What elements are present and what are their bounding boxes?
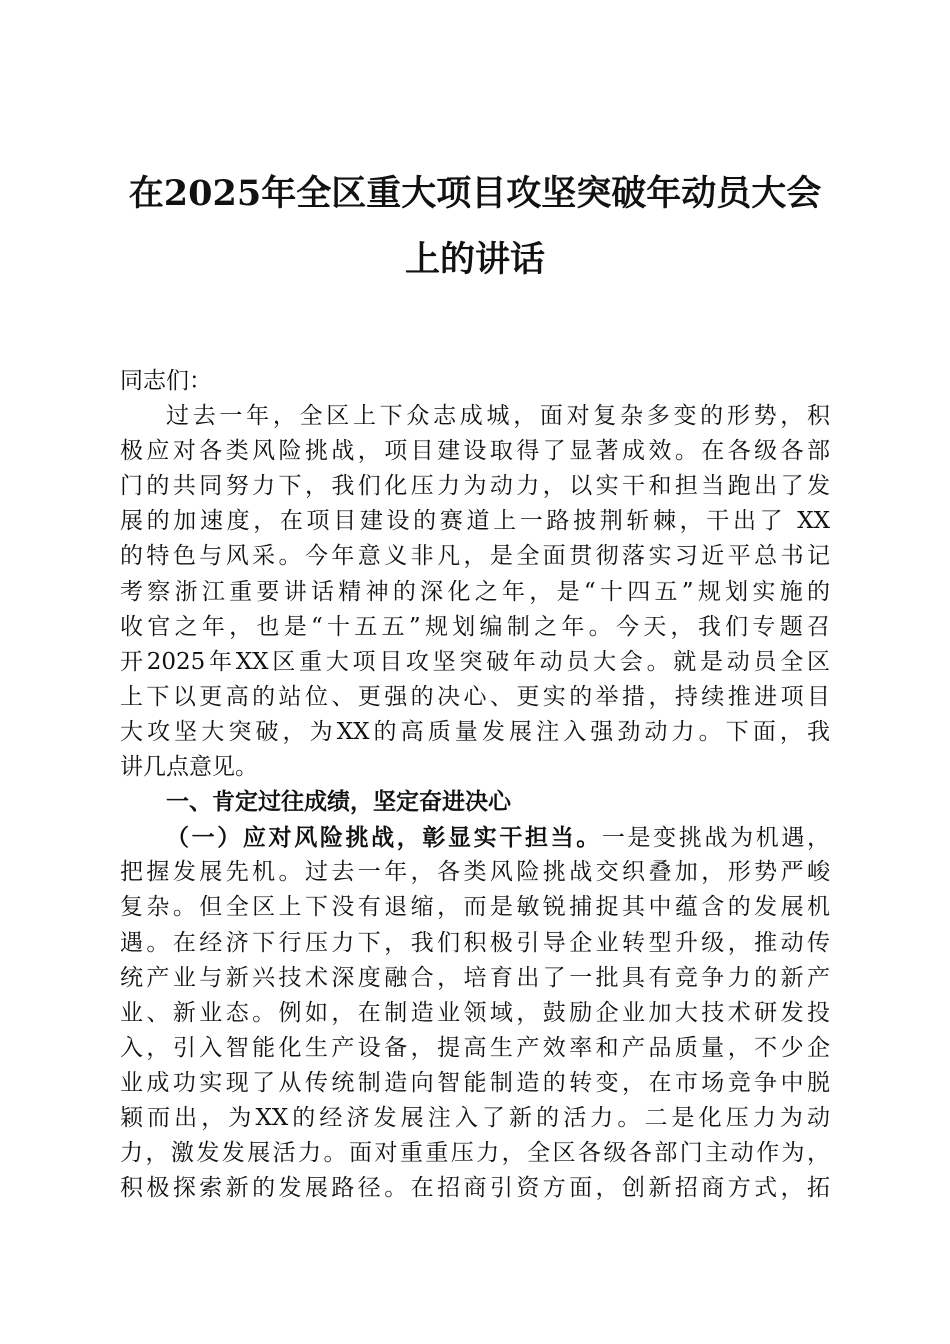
paragraph-line: 门的共同努力下，我们化压力为动力，以实干和担当跑出了发	[120, 473, 830, 500]
paragraph-line: 统产业与新兴技术深度融合，培育出了一批具有竞争力的新产	[120, 964, 830, 991]
paragraph-line: 收官之年，也是“十五五”规划编制之年。今天，我们专题召	[120, 613, 830, 640]
subheading-1: （一）应对风险挑战，彰显实干担当。	[166, 824, 602, 852]
paragraph-line: 把握发展先机。过去一年，各类风险挑战交织叠加，形势严峻	[120, 859, 830, 886]
document-body	[120, 364, 830, 1206]
paragraph-line: 考察浙江重要讲话精神的深化之年，是“十四五”规划实施的	[120, 578, 830, 605]
paragraph-line: 复杂。但全区上下没有退缩，而是敏锐捕捉其中蕴含的发展机	[120, 894, 830, 921]
paragraph-line: 展的加速度，在项目建设的赛道上一路披荆斩棘，干出了 XX	[120, 508, 830, 535]
document-title-line-1: 在2025年全区重大项目攻坚突破年动员大会	[128, 173, 822, 214]
paragraph-line: 讲几点意见。	[120, 754, 258, 781]
paragraph-line: 极应对各类风险挑战，项目建设取得了显著成效。在各级各部	[120, 438, 830, 465]
paragraph-line: 开2025年XX区重大项目攻坚突破年动员大会。就是动员全区	[120, 648, 830, 675]
paragraph-line: 业成功实现了从传统制造向智能制造的转变，在市场竞争中脱	[120, 1069, 830, 1096]
paragraph-line: 入，引入智能化生产设备，提高生产效率和产品质量，不少企	[120, 1034, 830, 1061]
paragraph-line: 力，激发发展活力。面对重重压力，全区各级各部门主动作为，	[120, 1140, 830, 1167]
paragraph-line: 遇。在经济下行压力下，我们积极引导企业转型升级，推动传	[120, 929, 830, 956]
paragraph-line: 颖而出，为XX的经济发展注入了新的活力。二是化压力为动	[120, 1104, 830, 1131]
paragraph-line: 业、新业态。例如，在制造业领域，鼓励企业加大技术研发投	[120, 999, 830, 1026]
paragraph-line: 过去一年，全区上下众志成城，面对复杂多变的形势，积	[166, 403, 830, 430]
salutation: 同志们：	[120, 368, 212, 394]
paragraph-line: 上下以更高的站位、更强的决心、更实的举措，持续推进项目	[120, 683, 830, 710]
paragraph-line-rest: 一是变挑战为机遇，	[601, 825, 831, 852]
paragraph-1	[120, 399, 830, 785]
paragraph-line-first	[120, 820, 830, 855]
paragraph-2	[120, 820, 830, 1206]
paragraph-line: 的特色与风采。今年意义非凡，是全面贯彻落实习近平总书记	[120, 543, 830, 570]
paragraph-line: 大攻坚大突破，为XX的高质量发展注入强劲动力。下面，我	[120, 718, 830, 745]
paragraph-line: 积极探索新的发展路径。在招商引资方面，创新招商方式，拓	[120, 1175, 830, 1202]
section-heading-1: 一、肯定过往成绩，坚定奋进决心	[166, 789, 511, 816]
document-title-line-2: 上的讲话	[404, 239, 545, 280]
